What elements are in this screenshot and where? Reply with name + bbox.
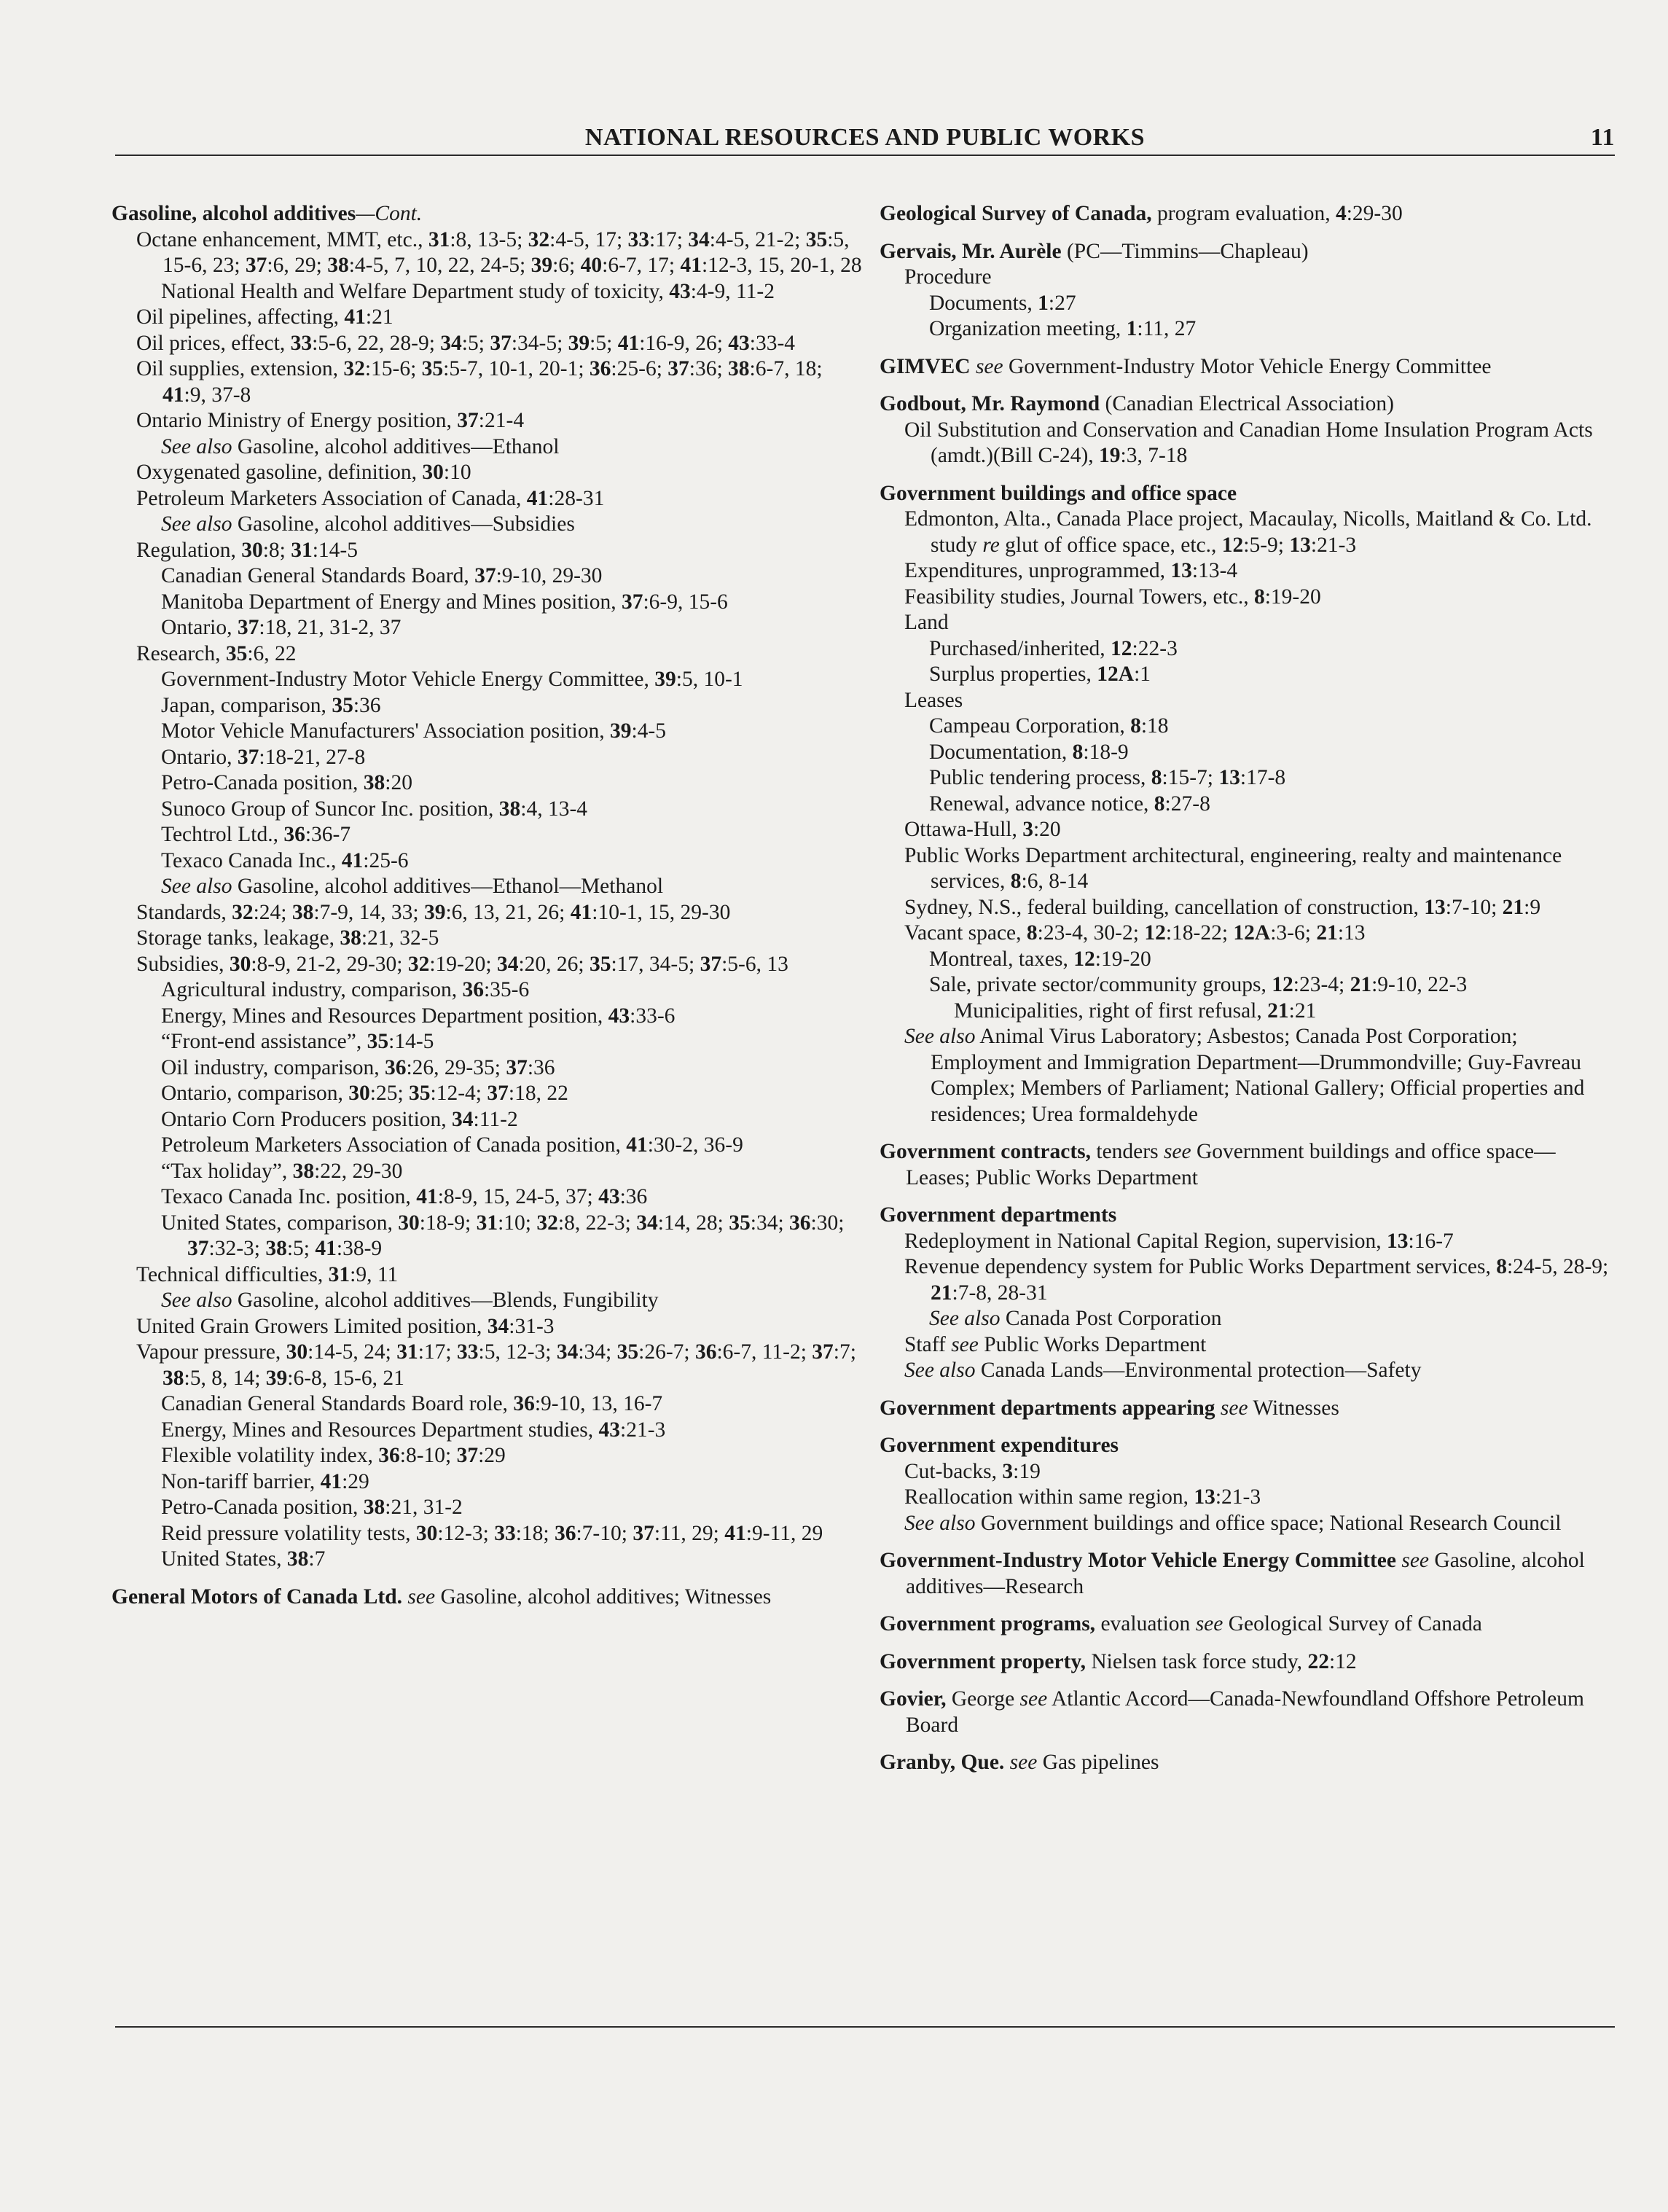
subentry-line: Sunoco Group of Suncor Inc. position, 38:4, 13-4 (161, 797, 588, 821)
subentry-line: United Grain Growers Limited position, 34:31-3 (136, 1314, 555, 1338)
heading-term: Granby, Que. (880, 1751, 1005, 1774)
index-entry (880, 1548, 1616, 1600)
heading-term: Government expenditures (880, 1434, 1119, 1457)
subentry-line: “Tax holiday”, 38:22, 29-30 (161, 1159, 403, 1183)
index-heading (880, 1433, 1616, 1459)
heading-reference: see Witnesses (1220, 1396, 1339, 1420)
subentry-line: Canadian General Standards Board role, 36:9-10, 13, 16-7 (161, 1392, 663, 1415)
subentry-line: Ontario, 37:18, 21, 31-2, 37 (161, 616, 402, 639)
index-entry (880, 1396, 1616, 1422)
subentry-line: Petroleum Marketers Association of Canada position, 41:30-2, 36-9 (161, 1133, 743, 1157)
index-heading (880, 1687, 1616, 1738)
subentry-line: See also Gasoline, alcohol additives—Ethanol—Methanol (161, 875, 664, 898)
subentry-line: Storage tanks, leakage, 38:21, 32-5 (136, 926, 439, 950)
index-entry (880, 1139, 1616, 1191)
subentry-line: Standards, 32:24; 38:7-9, 14, 33; 39:6, 13, 21, 26; 41:10-1, 15, 29-30 (136, 900, 731, 924)
index-heading (111, 1584, 869, 1611)
index-heading (880, 1611, 1616, 1638)
subentry-line: Reallocation within same region, 13:21-3 (904, 1485, 1261, 1509)
index-heading (111, 201, 869, 227)
index-entry (880, 1203, 1616, 1384)
footer-rule (115, 2026, 1615, 2028)
subentry-line: See also Gasoline, alcohol additives—Ethanol (161, 434, 560, 458)
subentry-line: “Front-end assistance”, 35:14-5 (161, 1030, 434, 1053)
heading-term: GIMVEC (880, 354, 971, 378)
heading-term: Government buildings and office space (880, 481, 1237, 505)
subentry-line: Flexible volatility index, 36:8-10; 37:29 (161, 1444, 506, 1467)
heading-reference: tenders see Government buildings and office space—Leases; Public Works Department (906, 1140, 1556, 1189)
heading-term: Gervais, Mr. Aurèle (880, 239, 1062, 263)
heading-continued: —Cont. (356, 202, 423, 225)
running-header (115, 121, 1615, 153)
index-heading (880, 1396, 1616, 1422)
subentry-line: Campeau Corporation, 8:18 (929, 714, 1169, 738)
left-index-column (111, 201, 869, 1622)
subentry-line: Ontario, comparison, 30:25; 35:12-4; 37:18, 22 (161, 1082, 568, 1105)
page-number: 11 (1590, 124, 1615, 151)
index-entry (880, 1611, 1616, 1638)
subentry-line: Canadian General Standards Board, 37:9-10, 29-30 (161, 564, 603, 587)
subentry-line: Agricultural industry, comparison, 36:35-6 (161, 978, 530, 1001)
subentry-line: Subsidies, 30:8-9, 21-2, 29-30; 32:19-20; 34:20, 26; 35:17, 34-5; 37:5-6, 13 (136, 952, 788, 976)
header-rule (115, 155, 1615, 156)
subentry-line: Surplus properties, 12A:1 (929, 663, 1151, 686)
subentry-line: Public Works Department architectural, engineering, realty and maintenance services, 8:6, 8-14 (904, 843, 1562, 893)
subentry-line: United States, 38:7 (161, 1547, 326, 1571)
subentry-line: National Health and Welfare Department study of toxicity, 43:4-9, 11-2 (161, 279, 775, 303)
heading-term: Government-Industry Motor Vehicle Energy Committee (880, 1549, 1396, 1572)
index-entry (880, 481, 1616, 1128)
subentry-line: Oil prices, effect, 33:5-6, 22, 28-9; 34:5; 37:34-5; 39:5; 41:16-9, 26; 43:33-4 (136, 331, 796, 355)
right-index-column (880, 201, 1616, 1788)
subentry-line: Petro-Canada position, 38:20 (161, 771, 412, 794)
subentry-line: See also Government buildings and office space; National Research Council (904, 1511, 1562, 1535)
heading-reference: see Government-Industry Motor Vehicle Energy Committee (975, 354, 1492, 378)
index-heading (880, 481, 1616, 507)
heading-term: Gasoline, alcohol additives (111, 202, 356, 225)
heading-reference: see Gasoline, alcohol additives; Witnesses (407, 1584, 772, 1609)
subentry-line: Ontario, 37:18-21, 27-8 (161, 745, 366, 769)
subentry-line: Technical difficulties, 31:9, 11 (136, 1262, 399, 1286)
subentry-line: See also Canada Post Corporation (929, 1307, 1222, 1330)
subentry-line: Revenue dependency system for Public Works Department services, 8:24-5, 28-9; 21:7-8, 28-31 (904, 1255, 1609, 1305)
running-head-title: NATIONAL RESOURCES AND PUBLIC WORKS (584, 124, 1146, 151)
heading-term: Government programs, (880, 1612, 1096, 1635)
subentry-line: Renewal, advance notice, 8:27-8 (929, 792, 1210, 816)
index-heading (880, 1139, 1616, 1191)
heading-reference: Nielsen task force study, 22:12 (1085, 1649, 1357, 1673)
heading-reference: George see Atlantic Accord—Canada-Newfoundland Offshore Petroleum Board (906, 1687, 1584, 1737)
heading-term: General Motors of Canada Ltd. (111, 1584, 403, 1609)
heading-reference: evaluation see Geological Survey of Canada (1095, 1612, 1482, 1635)
index-heading (880, 239, 1616, 265)
index-heading (880, 1203, 1616, 1229)
subentry-line: Regulation, 30:8; 31:14-5 (136, 538, 359, 562)
subentry-line: Oil supplies, extension, 32:15-6; 35:5-7, 10-1, 20-1; 36:25-6; 37:36; 38:6-7, 18; 41:9, 37-8 (136, 357, 823, 407)
subentry-line: Texaco Canada Inc. position, 41:8-9, 15, 24-5, 37; 43:36 (161, 1185, 648, 1208)
index-heading (880, 201, 1616, 227)
subentry-line: See also Animal Virus Laboratory; Asbestos; Canada Post Corporation; Employment and Immigration Department—Drummondville; Guy-Favreau Complex; Members of Parliament; National Gallery; Official properties and residences; Urea formaldehyde (904, 1025, 1585, 1126)
subentry-line: Vapour pressure, 30:14-5, 24; 31:17; 33:5, 12-3; 34:34; 35:26-7; 36:6-7, 11-2; 37:7; 38:5, 8, 14; 39:6-8, 15-6, 21 (136, 1340, 856, 1390)
subentry-line: Octane enhancement, MMT, etc., 31:8, 13-5; 32:4-5, 17; 33:17; 34:4-5, 21-2; 35:5, 15-6, 23; 37:6, 29; 38:4-5, 7, 10, 22, 24-5; 39:6; 40:6-7, 17; 41:12-3, 15, 20-1, 28 (136, 227, 862, 277)
index-entry (111, 201, 869, 1573)
subentry-line: Japan, comparison, 35:36 (161, 693, 381, 717)
subentry-line: Petro-Canada position, 38:21, 31-2 (161, 1496, 463, 1519)
subentry-line: Municipalities, right of first refusal, 21:21 (954, 998, 1317, 1023)
heading-term: Government contracts, (880, 1140, 1092, 1163)
subentry-line: Non-tariff barrier, 41:29 (161, 1469, 369, 1493)
index-heading (880, 1649, 1616, 1676)
subentry-line: Government-Industry Motor Vehicle Energy Committee, 39:5, 10-1 (161, 668, 743, 691)
index-entry (880, 239, 1616, 343)
subentry-line: Sale, private sector/community groups, 12:23-4; 21:9-10, 22-3 (929, 973, 1468, 996)
heading-term: Government departments appearing (880, 1396, 1215, 1420)
heading-reference: see Gas pipelines (1009, 1751, 1159, 1774)
heading-term: Government departments (880, 1203, 1117, 1227)
subentry-line: Energy, Mines and Resources Department position, 43:33-6 (161, 1004, 676, 1028)
index-heading (880, 391, 1616, 418)
index-entry (880, 391, 1616, 469)
subentry-line: Oil industry, comparison, 36:26, 29-35; 37:36 (161, 1055, 555, 1079)
subentry-line: Ontario Corn Producers position, 34:11-2 (161, 1107, 518, 1131)
subentry-line: Reid pressure volatility tests, 30:12-3; 33:18; 36:7-10; 37:11, 29; 41:9-11, 29 (161, 1521, 823, 1545)
index-entry (880, 354, 1616, 380)
subentry-line: Oil pipelines, affecting, 41:21 (136, 305, 393, 329)
index-entry (880, 201, 1616, 227)
subentry-line: Purchased/inherited, 12:22-3 (929, 636, 1178, 660)
subentry-line: Documents, 1:27 (929, 291, 1076, 315)
subentry-line: See also Gasoline, alcohol additives—Subsidies (161, 512, 575, 536)
subentry-line: Ontario Ministry of Energy position, 37:21-4 (136, 409, 525, 432)
heading-reference: (PC—Timmins—Chapleau) (1061, 239, 1309, 263)
heading-reference: (Canadian Electrical Association) (1100, 392, 1395, 415)
subentry-line: Leases (904, 688, 963, 712)
subentry-line: Land (904, 611, 949, 634)
subentry-line: Energy, Mines and Resources Department studies, 43:21-3 (161, 1418, 666, 1442)
subentry-line: Research, 35:6, 22 (136, 641, 297, 665)
subentry-line: Ottawa-Hull, 3:20 (904, 818, 1061, 841)
subentry-line: Montreal, taxes, 12:19-20 (929, 947, 1151, 971)
heading-reference: program evaluation, 4:29-30 (1151, 202, 1403, 225)
subentry-line: United States, comparison, 30:18-9; 31:10; 32:8, 22-3; 34:14, 28; 35:34; 36:30; 37:32-3; 38:5; 41:38-9 (161, 1211, 845, 1260)
subentry-line: See also Gasoline, alcohol additives—Blends, Fungibility (161, 1289, 659, 1312)
subentry-line: Redeployment in National Capital Region, supervision, 13:16-7 (904, 1229, 1454, 1253)
subentry-line: Procedure (904, 265, 992, 289)
subentry-line: Oil Substitution and Conservation and Canadian Home Insulation Program Acts (amdt.)(Bill C-24), 19:3, 7-18 (904, 418, 1593, 467)
index-heading (880, 1548, 1616, 1600)
heading-reference: see Gasoline, alcohol additives—Research (906, 1549, 1585, 1598)
subentry-line: Manitoba Department of Energy and Mines position, 37:6-9, 15-6 (161, 590, 728, 614)
index-entry (880, 1433, 1616, 1536)
subentry-line: Public tendering process, 8:15-7; 13:17-8 (929, 766, 1286, 789)
subentry-line: Staff see Public Works Department (904, 1332, 1207, 1356)
subentry-line: Documentation, 8:18-9 (929, 740, 1129, 764)
heading-term: Government property, (880, 1649, 1086, 1673)
subentry-line: Organization meeting, 1:11, 27 (929, 317, 1197, 340)
subentry-line: Cut-backs, 3:19 (904, 1459, 1041, 1483)
subentry-line: Edmonton, Alta., Canada Place project, Macaulay, Nicolls, Maitland & Co. Ltd. study re glut of office space, etc., 12:5-9; 13:21-3 (904, 507, 1592, 557)
subentry-line: Feasibility studies, Journal Towers, etc., 8:19-20 (904, 585, 1321, 609)
index-entry (880, 1687, 1616, 1738)
heading-term: Godbout, Mr. Raymond (880, 392, 1100, 415)
index-heading (880, 1750, 1616, 1776)
subentry-line: Motor Vehicle Manufacturers' Association position, 39:4-5 (161, 719, 667, 743)
subentry-line: Expenditures, unprogrammed, 13:13-4 (904, 559, 1238, 582)
index-entry (880, 1649, 1616, 1676)
subentry-line: Vacant space, 8:23-4, 30-2; 12:18-22; 12A:3-6; 21:13 (904, 921, 1366, 945)
subentry-line: Oxygenated gasoline, definition, 30:10 (136, 461, 471, 484)
index-entry (111, 1584, 869, 1611)
subentry-line: Texaco Canada Inc., 41:25-6 (161, 848, 409, 872)
subentry-line: Sydney, N.S., federal building, cancellation of construction, 13:7-10; 21:9 (904, 895, 1541, 919)
heading-term: Govier, (880, 1687, 947, 1711)
subentry-line: Petroleum Marketers Association of Canada, 41:28-31 (136, 486, 605, 510)
subentry-line: Techtrol Ltd., 36:36-7 (161, 823, 351, 846)
heading-term: Geological Survey of Canada, (880, 202, 1152, 225)
index-heading (880, 354, 1616, 380)
index-entry (880, 1750, 1616, 1776)
subentry-line: See also Canada Lands—Environmental protection—Safety (904, 1359, 1422, 1382)
